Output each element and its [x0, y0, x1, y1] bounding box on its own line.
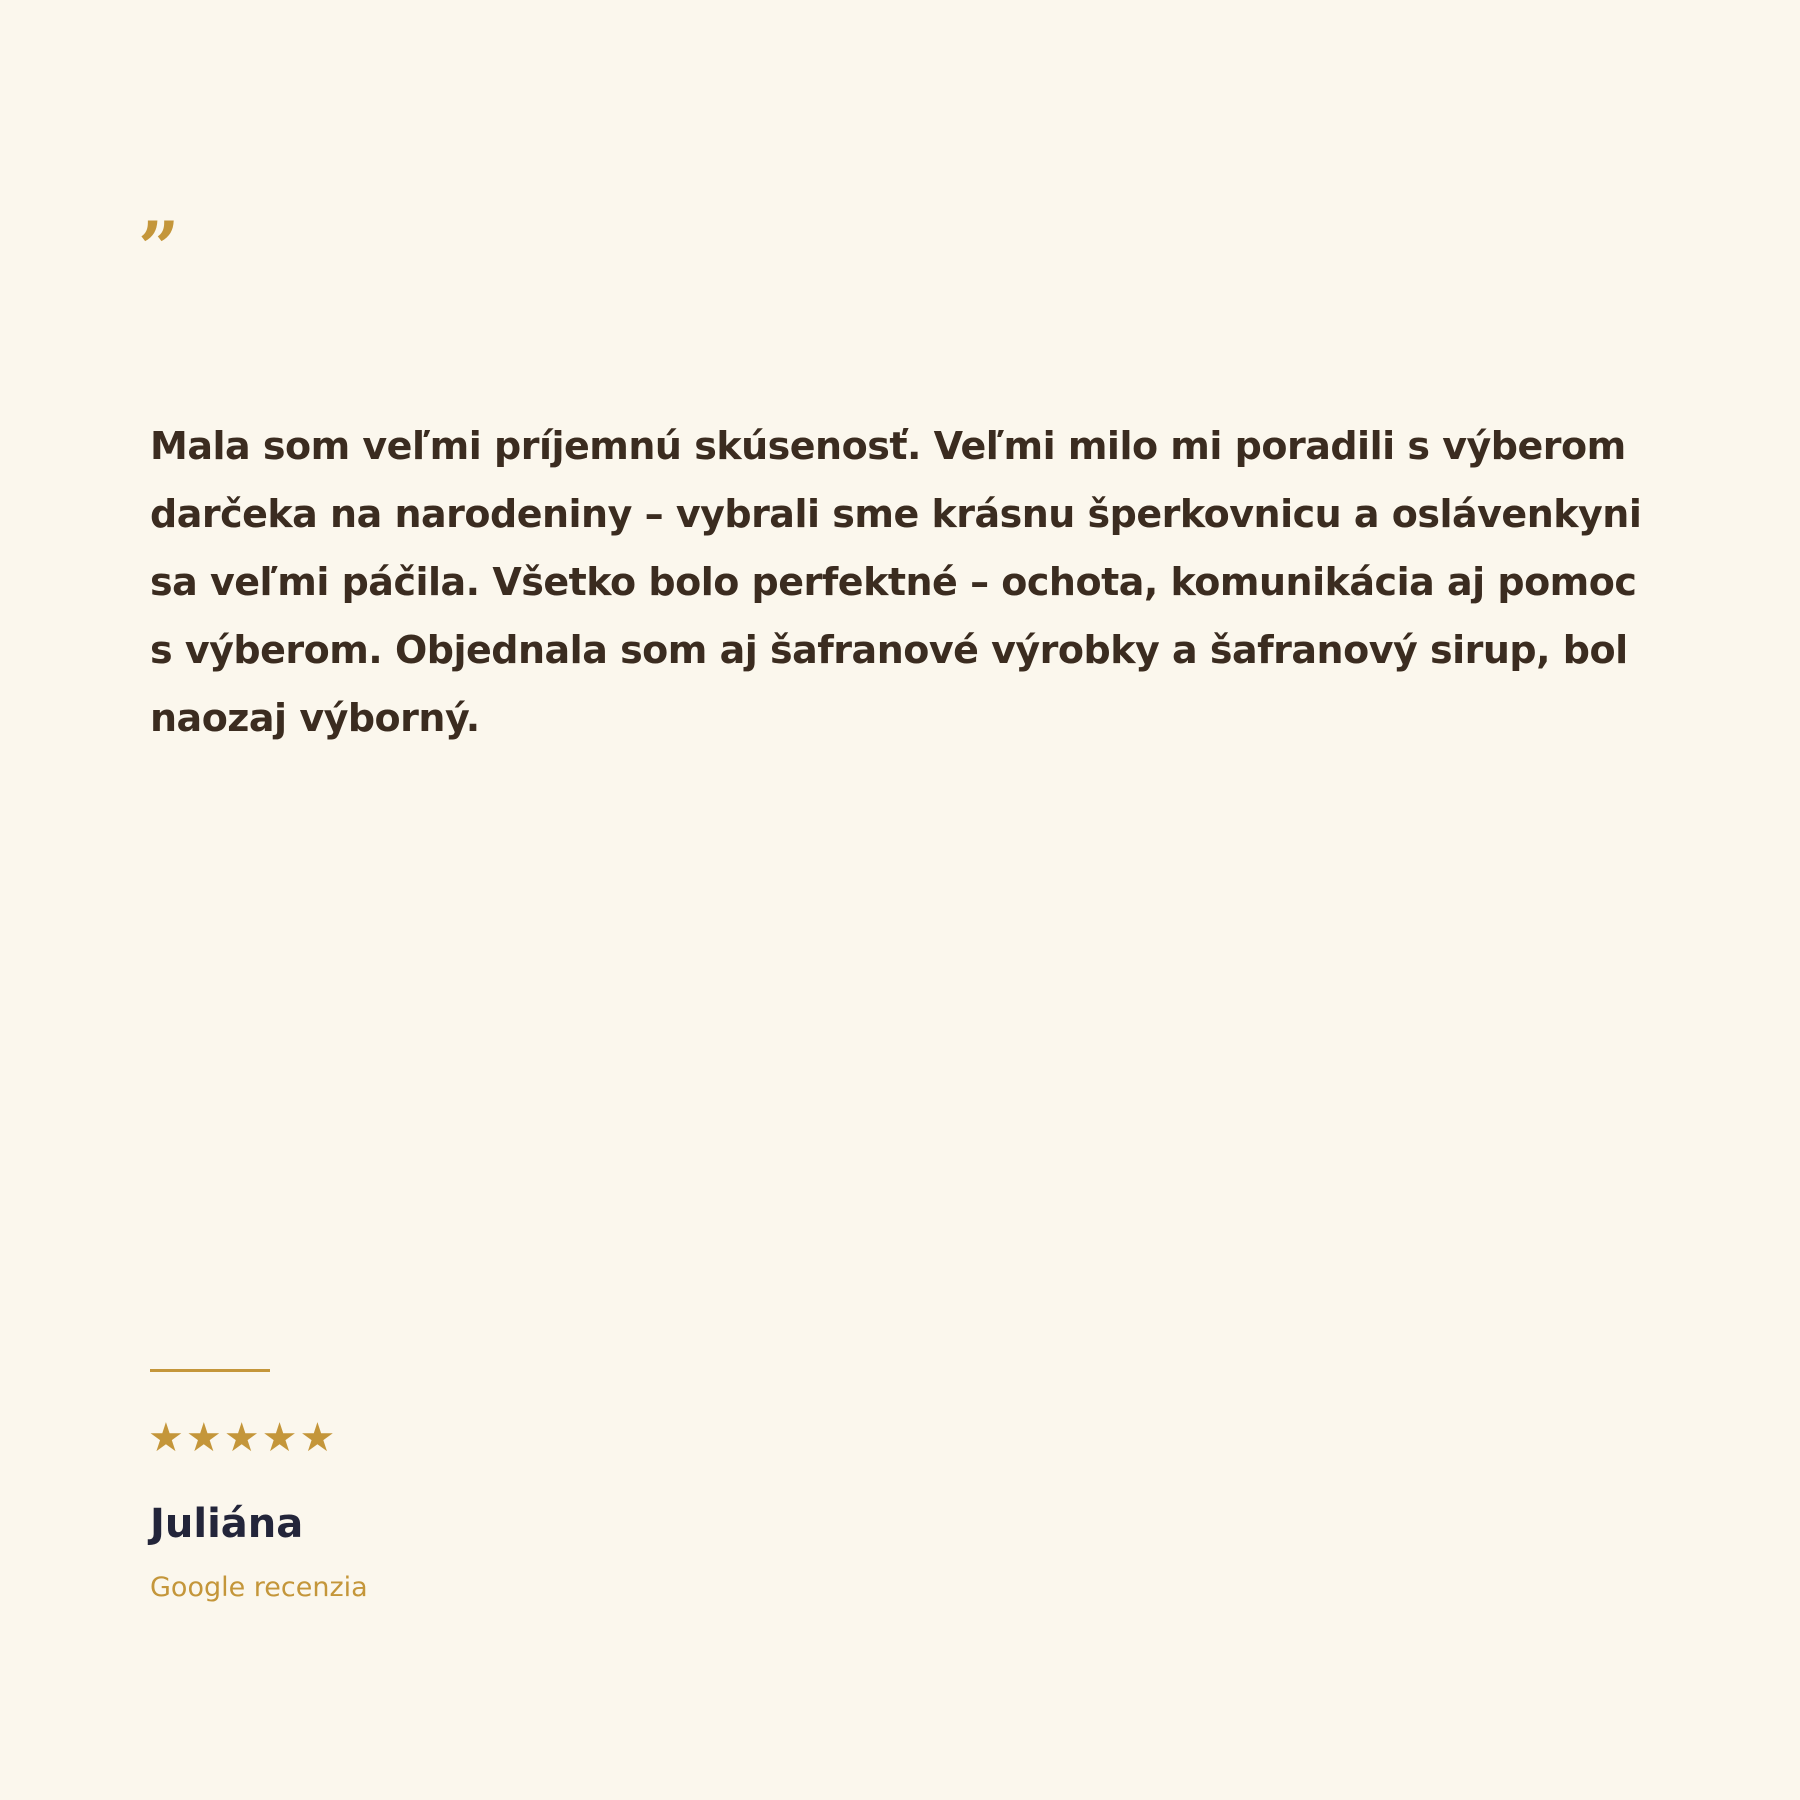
quote-mark-icon: ”	[138, 205, 180, 290]
star-icon: ★	[185, 1415, 222, 1461]
review-source: Google recenzia	[150, 1572, 368, 1603]
star-icon: ★	[299, 1415, 336, 1461]
star-icon: ★	[223, 1415, 260, 1461]
star-icon: ★	[261, 1415, 298, 1461]
star-rating	[148, 1414, 335, 1462]
review-text: Mala som veľmi príjemnú skúsenosť. Veľmi milo mi poradili s výberom darčeka na narodeniny – vybrali sme krásnu šperkovnicu a oslávenkyni sa veľmi páčila. Všetko bolo perfektné – ochota, komunikácia aj pomoc s výberom. Objednala som aj šafranové výrobky a šafranový sirup, bol naozaj výborný.	[150, 424, 1642, 740]
author-name: Juliána	[150, 1501, 304, 1547]
star-icon: ★	[148, 1415, 184, 1461]
divider	[150, 1369, 270, 1372]
